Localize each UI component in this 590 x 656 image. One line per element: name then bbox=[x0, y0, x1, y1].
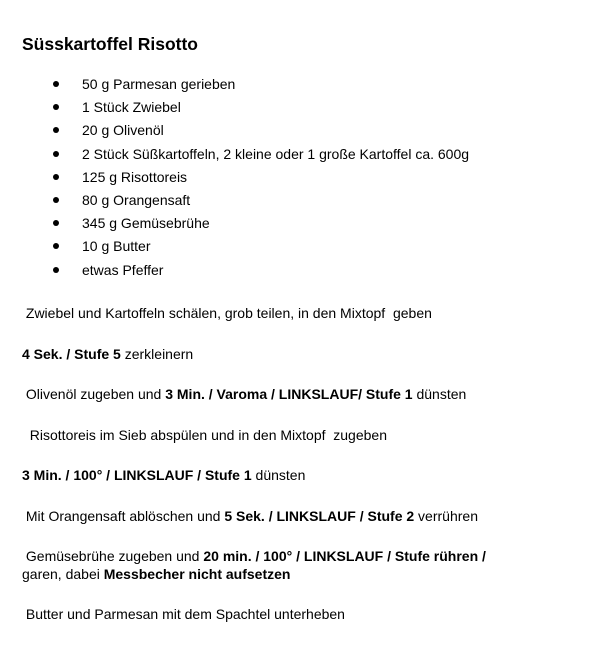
bullet-icon bbox=[53, 127, 59, 133]
bullet-icon bbox=[53, 267, 59, 273]
step-8 bbox=[22, 605, 345, 623]
ingredient-text: 125 g Risottoreis bbox=[82, 168, 188, 185]
recipe-title: Süsskartoffel Risotto bbox=[22, 34, 198, 54]
step-setting: 3 Min. / Varoma / LINKSLAUF/ Stufe 1 bbox=[165, 386, 413, 402]
step-5 bbox=[22, 466, 305, 484]
ingredient-text: 2 Stück Süßkartoffeln, 2 kleine oder 1 große Kartoffel ca. 600g bbox=[82, 145, 470, 162]
step-text: dünsten bbox=[251, 467, 306, 483]
step-text: Zwiebel und Kartoffeln schälen, grob teilen, in den Mixtopf geben bbox=[22, 305, 432, 321]
bullet-icon bbox=[53, 220, 59, 226]
step-text: Gemüsebrühe zugeben und bbox=[22, 548, 204, 564]
step-text: Olivenöl zugeben und bbox=[22, 386, 166, 402]
step-warning: Messbecher nicht aufsetzen bbox=[103, 566, 291, 582]
step-2 bbox=[22, 345, 193, 363]
ingredient-text: 10 g Butter bbox=[82, 238, 151, 255]
step-7 bbox=[22, 547, 486, 583]
ingredient-text: 50 g Parmesan gerieben bbox=[82, 76, 236, 92]
step-text: zerkleinern bbox=[120, 346, 194, 362]
bullet-icon bbox=[53, 104, 59, 110]
step-1 bbox=[22, 304, 432, 322]
step-setting: 20 min. / 100° / LINKSLAUF / Stufe rühren / bbox=[203, 548, 486, 564]
bullet-icon bbox=[53, 197, 59, 203]
ingredient-text: 20 g Olivenöl bbox=[82, 122, 164, 139]
step-setting: 5 Sek. / LINKSLAUF / Stufe 2 bbox=[224, 508, 415, 524]
ingredient-text: 1 Stück Zwiebel bbox=[82, 99, 181, 116]
step-text: garen, dabei bbox=[22, 566, 104, 582]
bullet-icon bbox=[53, 81, 59, 87]
bullet-icon bbox=[53, 151, 59, 157]
step-setting: 4 Sek. / Stufe 5 bbox=[22, 346, 121, 362]
step-3 bbox=[22, 385, 466, 403]
step-text: dünsten bbox=[412, 386, 467, 402]
step-text: verrühren bbox=[414, 508, 478, 524]
bullet-icon bbox=[53, 243, 59, 249]
step-line bbox=[22, 547, 486, 565]
ingredient-text: 80 g Orangensaft bbox=[82, 191, 191, 208]
bullet-icon bbox=[53, 174, 59, 180]
step-4 bbox=[22, 426, 387, 444]
ingredient-text: etwas Pfeffer bbox=[82, 261, 164, 278]
step-6 bbox=[22, 507, 478, 525]
step-text: Risottoreis im Sieb abspülen und in den Mixtopf zugeben bbox=[22, 427, 387, 443]
step-line bbox=[22, 565, 486, 583]
ingredient-text: 345 g Gemüsebrühe bbox=[82, 215, 210, 232]
step-text: Mit Orangensaft ablöschen und bbox=[22, 508, 225, 524]
step-text: Butter und Parmesan mit dem Spachtel unterheben bbox=[22, 606, 345, 622]
step-setting: 3 Min. / 100° / LINKSLAUF / Stufe 1 bbox=[22, 467, 252, 483]
